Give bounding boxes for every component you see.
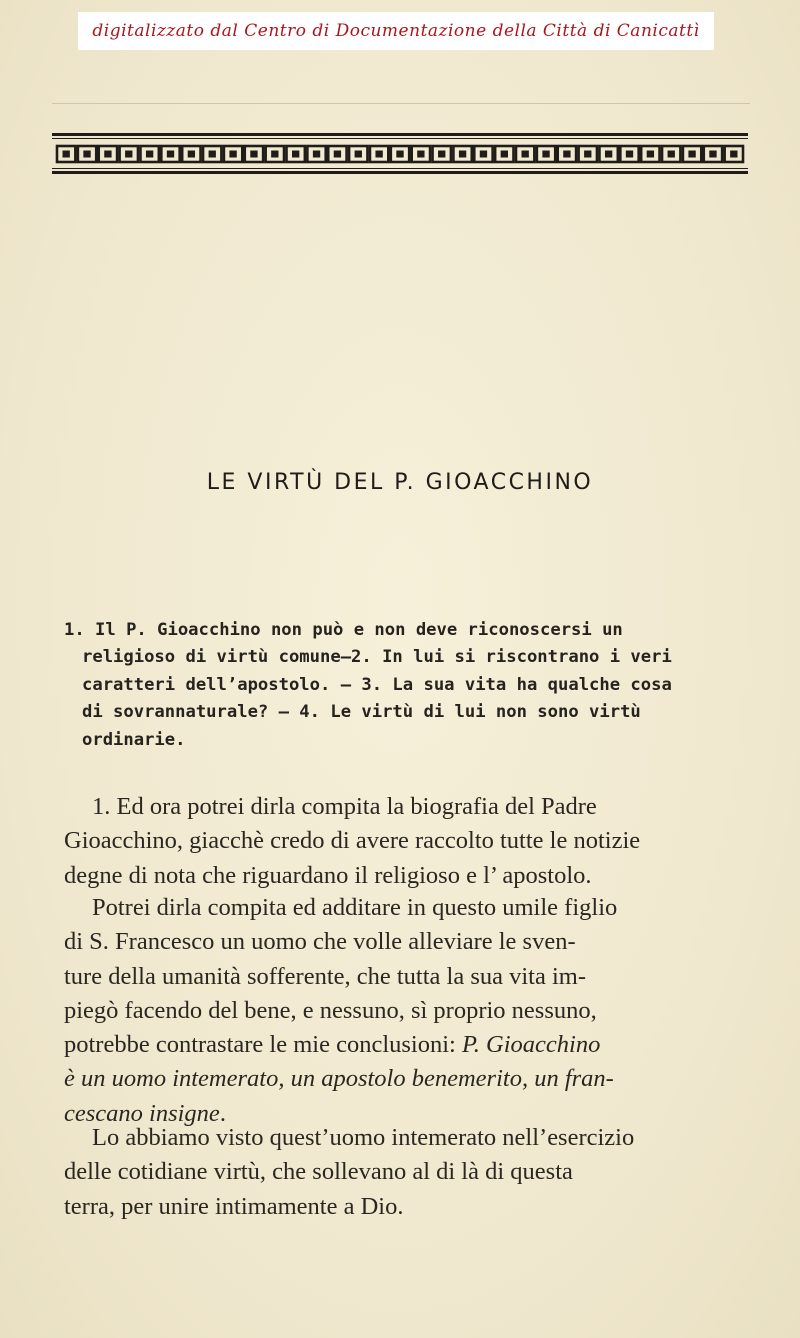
key-inner-square (104, 151, 111, 158)
key-inner-square (605, 151, 612, 158)
key-inner-square (396, 151, 403, 158)
border-rule-bottom (52, 171, 748, 174)
text-line: terra, per unire intimamente a Dio. (64, 1192, 404, 1220)
key-inner-square (334, 151, 341, 158)
paragraph-2 (64, 891, 740, 1131)
top-rule (52, 103, 750, 104)
watermark-banner (78, 12, 714, 50)
key-inner-square (438, 151, 445, 158)
key-inner-square (229, 151, 236, 158)
text-line: Lo abbiamo visto quest’uomo intemerato nell’esercizio (92, 1124, 635, 1151)
key-inner-square (63, 151, 70, 158)
greek-key-ornament (52, 144, 748, 164)
chapter-title: LE VIRTÙ DEL P. GIOACCHINO (206, 470, 594, 495)
key-inner-square (522, 151, 529, 158)
text-line: delle cotidiane virtù, che sollevano al di là di questa (64, 1158, 573, 1186)
key-inner-square (375, 151, 382, 158)
key-inner-square (209, 151, 216, 158)
key-inner-square (542, 151, 549, 158)
key-inner-square (313, 151, 320, 158)
italic-segment: è un uomo intemerato, un apostolo benemerito, un fran- (64, 1065, 614, 1093)
key-inner-square (146, 151, 153, 158)
key-inner-square (355, 151, 362, 158)
summary-line: di sovrannaturale? — 4. Le virtù di lui non sono virtù (82, 702, 641, 723)
summary-line: 1. Il P. Gioacchino non può e non deve riconoscersi un (64, 620, 623, 640)
key-inner-square (250, 151, 257, 158)
key-inner-square (584, 151, 591, 158)
key-inner-square (459, 151, 466, 158)
paragraph-3 (64, 1121, 740, 1224)
text-line: degne di nota che riguardano il religioso e l’ apostolo. (64, 861, 592, 889)
text-segment: potrebbe contrastare le mie conclusioni: (64, 1031, 462, 1059)
key-inner-square (563, 151, 570, 158)
key-inner-square (668, 151, 675, 158)
text-line: piegò facendo del bene, e nessuno, sì proprio nessuno, (64, 996, 597, 1024)
key-inner-square (480, 151, 487, 158)
italic-segment: cescano insigne (64, 1099, 220, 1127)
key-inner-square (188, 151, 195, 158)
key-inner-square (647, 151, 654, 158)
border-rule-bottom-thin (52, 168, 748, 169)
greek-key-border (52, 133, 748, 175)
summary-line: religioso di virtù comune—2. In lui si riscontrano i veri (82, 647, 672, 668)
key-inner-square (417, 151, 424, 158)
key-inner-square (125, 151, 132, 158)
summary-line: caratteri dell’apostolo. — 3. La sua vita ha qualche cosa (82, 674, 672, 695)
italic-segment: P. Gioacchino (461, 1031, 601, 1059)
key-inner-square (292, 151, 299, 158)
text-line: Gioacchino, giacchè credo di avere raccolto tutte le notizie (64, 827, 641, 855)
summary-line: ordinarie. (82, 729, 186, 750)
key-inner-square (501, 151, 508, 158)
watermark-text: digitalizzato dal Centro di Documentazione della Città di Canicattì (92, 21, 700, 41)
text-line: ture della umanità sofferente, che tutta la sua vita im- (64, 962, 587, 990)
text-line: di S. Francesco un uomo che volle alleviare le sven- (64, 928, 576, 956)
text-segment: . (219, 1099, 226, 1127)
border-rule-top (52, 133, 748, 136)
text-line (64, 1028, 740, 1062)
paragraph-1 (64, 790, 740, 893)
text-line (64, 1062, 740, 1096)
text-line: 1. Ed ora potrei dirla compita la biografia del Padre (92, 793, 597, 820)
key-inner-square (271, 151, 278, 158)
key-inner-square (688, 151, 695, 158)
key-inner-square (626, 151, 633, 158)
text-line: Potrei dirla compita ed additare in questo umile figlio (92, 894, 618, 921)
border-rule-top-thin (52, 138, 748, 139)
key-inner-square (167, 151, 174, 158)
key-inner-square (709, 151, 716, 158)
key-inner-square (730, 151, 737, 158)
chapter-summary (64, 617, 740, 754)
key-inner-square (83, 151, 90, 158)
